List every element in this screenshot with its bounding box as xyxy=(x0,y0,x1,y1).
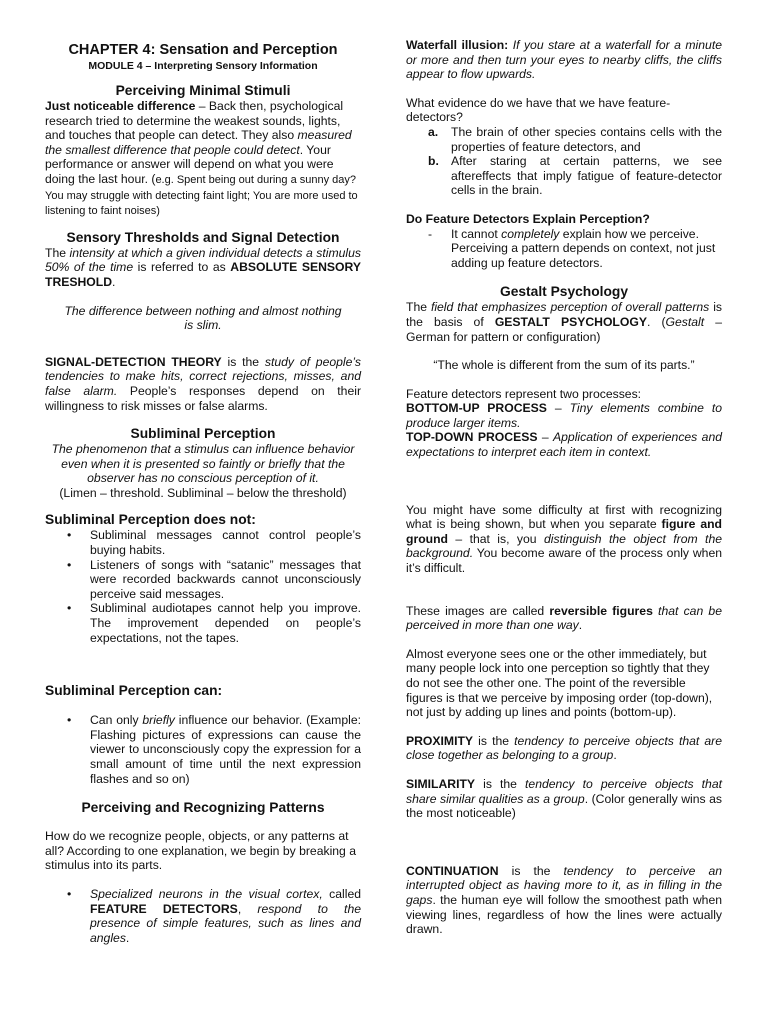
list-item xyxy=(406,125,722,154)
fdq-text-1: It cannot xyxy=(451,226,502,241)
reversible-term: reversible figures xyxy=(549,603,653,618)
fdq-text-3: explain how we perceive. Perceiving a pattern depends on context, not just adding up feature detectors. xyxy=(451,226,716,270)
list-item-text: Subliminal messages cannot control people’s buying habits. xyxy=(90,528,361,558)
spcan-text-1: Can only xyxy=(90,713,143,728)
almost-everyone-paragraph: Almost everyone sees one or the other immediately, but many people lock into one perception so tightly that they do not see the other one. The point of the reversible figures is that we perceive by imposing order (top-down), not just by adding up lines and points (bottom-up). xyxy=(406,646,713,720)
sdt-term: SIGNAL-DETECTION THEORY xyxy=(45,354,222,369)
fd-text-5: respond to the presence of simple features, such as lines and angles xyxy=(90,901,361,945)
list-item xyxy=(45,601,361,645)
proximity-text-3: tendency to perceive objects that are close together as belonging to a group xyxy=(406,733,723,763)
similarity-term: SIMILARITY xyxy=(406,776,476,791)
jnd-text-2: measured the smallest difference that people could detect xyxy=(45,128,352,157)
right-column xyxy=(406,38,722,937)
patterns-paragraph: How do we recognize people, objects, or any patterns at all? According to one explanation, we begin by breaking a stimulus into its parts. xyxy=(45,829,356,873)
jnd-term: Just noticeable difference xyxy=(45,99,196,113)
abs-text-1: The xyxy=(45,245,70,260)
subliminal-definition xyxy=(45,442,361,486)
abs-text-3: is referred to as xyxy=(133,260,231,275)
figure-text-3: – that is, you xyxy=(447,531,544,546)
bottom-up-dash: – xyxy=(546,401,570,416)
top-down-dash: – xyxy=(537,430,554,445)
similarity-text-2: is the xyxy=(475,776,526,791)
gestalt-text-2: field that emphasizes perception of overall patterns xyxy=(430,300,710,315)
similarity-text-3: tendency to perceive objects that share similar qualities as a group xyxy=(406,776,722,806)
abs-text-2: intensity at which a given individual detects a stimulus 50% of the time xyxy=(45,245,361,275)
bullet-icon: • xyxy=(67,557,72,572)
list-item xyxy=(45,713,361,786)
list-item-text: After staring at certain patterns, we see aftereffects that imply fatigue of feature-detector cells in the brain. xyxy=(451,154,722,198)
waterfall-term: Waterfall illusion: xyxy=(406,38,509,52)
reversible-figures-paragraph xyxy=(406,604,722,633)
top-down-term: TOP-DOWN PROCESS xyxy=(406,430,538,445)
bottom-up-paragraph xyxy=(406,401,722,430)
gestalt-text-1: The xyxy=(406,300,431,315)
continuation-text-4: . the human eye will follow the smoothest path when viewing lines, regardless of how the lines were actually drawn. xyxy=(406,892,722,937)
limen-note: (Limen – threshold. Subliminal – below the threshold) xyxy=(59,485,347,500)
similarity-paragraph xyxy=(406,777,722,821)
list-item-text: Listeners of songs with “satanic” messages that were recorded backwards cannot unconsciously perceive said messages. xyxy=(90,557,361,601)
bullet-icon: • xyxy=(67,886,72,901)
continuation-term: CONTINUATION xyxy=(406,863,499,878)
list-item-text: The brain of other species contains cells with the properties of feature detectors, and xyxy=(451,124,722,154)
fd-text-1: Specialized neurons in the visual cortex, xyxy=(90,886,323,901)
continuation-paragraph xyxy=(406,864,722,937)
abs-text-5: . xyxy=(112,274,116,289)
list-item xyxy=(45,528,361,557)
slim-quote xyxy=(45,304,361,333)
gestalt-term: GESTALT PSYCHOLOGY xyxy=(494,314,647,329)
waterfall-text: If you stare at a waterfall for a minute or more and then turn your eyes to nearby cliffs, the cliffs appear to flow upwards. xyxy=(406,38,722,82)
gestalt-text-3: is the basis of xyxy=(406,300,722,329)
top-down-text: Application of experiences and expectations to interpret each item in context. xyxy=(406,430,722,460)
evidence-question: What evidence do we have that we have feature-detectors? xyxy=(406,95,671,125)
similarity-text-4: . (Color generally wins as the most noticeable) xyxy=(406,791,722,821)
subliminal-definition-text: The phenomenon that a stimulus can influence behavior even when it is presented so faintly or briefly that the observer has no conscious perception of it. xyxy=(51,442,355,486)
heading-recognizing-patterns: Perceiving and Recognizing Patterns xyxy=(81,800,325,816)
jnd-text-4: e.g. Spent being out during a sunny day? You may struggle with detecting faint light; You are more used to listening to faint noises) xyxy=(45,173,358,218)
heading-sensory-thresholds: Sensory Thresholds and Signal Detection xyxy=(66,229,340,245)
gestalt-text-7: – German for pattern or configuration) xyxy=(406,314,722,344)
list-item xyxy=(45,887,361,945)
fd-term: FEATURE DETECTORS xyxy=(90,901,238,916)
absolute-threshold-paragraph xyxy=(45,246,361,290)
fd-text-4: , xyxy=(237,901,258,916)
proximity-paragraph xyxy=(406,734,722,763)
left-column xyxy=(45,38,361,945)
bullet-icon: • xyxy=(67,713,72,728)
sdt-text-2: is the xyxy=(221,354,265,369)
proximity-term: PROXIMITY xyxy=(406,733,474,748)
whole-quote: “The whole is different from the sum of its parts.” xyxy=(433,358,695,373)
bottom-up-text: Tiny elements combine to produce larger items. xyxy=(406,401,722,430)
module-subtitle: MODULE 4 – Interpreting Sensory Information xyxy=(88,60,318,72)
jnd-text-1: – Back then, psychological research tried to determine the weakest sounds, lights, and touches that people can detect. They also xyxy=(45,99,344,143)
proximity-text-4: . xyxy=(613,748,617,763)
bullet-icon: • xyxy=(67,528,72,543)
list-item xyxy=(45,558,361,602)
figure-term: figure and ground xyxy=(406,517,722,546)
bullet-icon: • xyxy=(67,601,72,616)
continuation-text-2: is the xyxy=(498,863,564,878)
list-item-text: Subliminal audiotapes cannot help you improve. The improvement depended on people’s expectations, not the tapes. xyxy=(90,601,361,645)
jnd-text-3: . Your performance or answer will depend on what you were doing the last hour. ( xyxy=(45,142,334,186)
evidence-list xyxy=(406,125,722,198)
abs-term: ABSOLUTE SENSORY TRESHOLD xyxy=(45,260,361,289)
figure-text-4: distinguish the object from the background. xyxy=(406,531,723,561)
heading-gestalt-psychology: Gestalt Psychology xyxy=(499,284,629,300)
subliminal-can-list xyxy=(45,713,361,786)
proximity-text-2: is the xyxy=(473,733,515,748)
heading-subliminal-can: Subliminal Perception can: xyxy=(45,683,223,699)
reversible-text-1: These images are called xyxy=(406,603,550,618)
feature-detectors-answer xyxy=(406,227,722,271)
chapter-title: CHAPTER 4: Sensation and Perception xyxy=(68,42,338,58)
spcan-text-2: briefly xyxy=(142,713,175,728)
waterfall-paragraph xyxy=(406,38,722,82)
fd-text-2: called xyxy=(322,886,361,901)
gestalt-text-6: Gestalt xyxy=(665,314,705,329)
figure-text-5: You become aware of the process only when it’s difficult. xyxy=(406,546,722,576)
jnd-paragraph xyxy=(45,99,361,219)
spcan-text-3: influence our behavior. (Example: Flashing pictures of expressions can cause the viewer to unconsciously copy the expression for a small amount of time until the next expression flashes and so on) xyxy=(90,713,361,786)
fd-text-6: . xyxy=(125,930,130,945)
feature-detectors-list xyxy=(45,887,361,945)
gestalt-text-5: . ( xyxy=(646,314,666,329)
heading-perceiving-minimal-stimuli: Perceiving Minimal Stimuli xyxy=(115,83,291,98)
list-marker: - xyxy=(428,226,433,241)
heading-subliminal-does-not: Subliminal Perception does not: xyxy=(45,512,256,528)
heading-feature-detectors-question: Do Feature Detectors Explain Perception? xyxy=(406,211,650,226)
sdt-text-3: study of people’s tendencies to make hits, correct rejections, misses, and false alarm. xyxy=(45,354,361,398)
list-item xyxy=(406,154,722,198)
figure-ground-paragraph xyxy=(406,503,722,576)
figure-text-1: You might have some difficulty at first with recognizing what is being shown, but when you separate xyxy=(406,502,722,532)
bottom-up-term: BOTTOM-UP PROCESS xyxy=(406,401,547,416)
slim-text: The difference between nothing and almost nothing is slim. xyxy=(64,303,342,333)
gestalt-paragraph xyxy=(406,300,722,344)
signal-detection-paragraph xyxy=(45,355,361,413)
continuation-text-3: tendency to perceive an interrupted object as having more to it, as in filling in the gaps xyxy=(406,863,722,907)
top-down-paragraph xyxy=(406,430,722,459)
subliminal-does-not-list xyxy=(45,528,361,645)
list-marker: a. xyxy=(428,124,439,139)
reversible-text-4: . xyxy=(578,618,583,633)
two-processes-intro: Feature detectors represent two processes: xyxy=(406,386,642,401)
heading-subliminal-perception: Subliminal Perception xyxy=(130,426,276,442)
sdt-text-4: People’s responses depend on their willingness to risk misses or false alarms. xyxy=(45,383,362,413)
list-marker: b. xyxy=(428,154,439,169)
list-item xyxy=(406,227,722,271)
reversible-text-3: that can be perceived in more than one way xyxy=(406,603,722,633)
fdq-text-2: completely xyxy=(501,226,560,241)
